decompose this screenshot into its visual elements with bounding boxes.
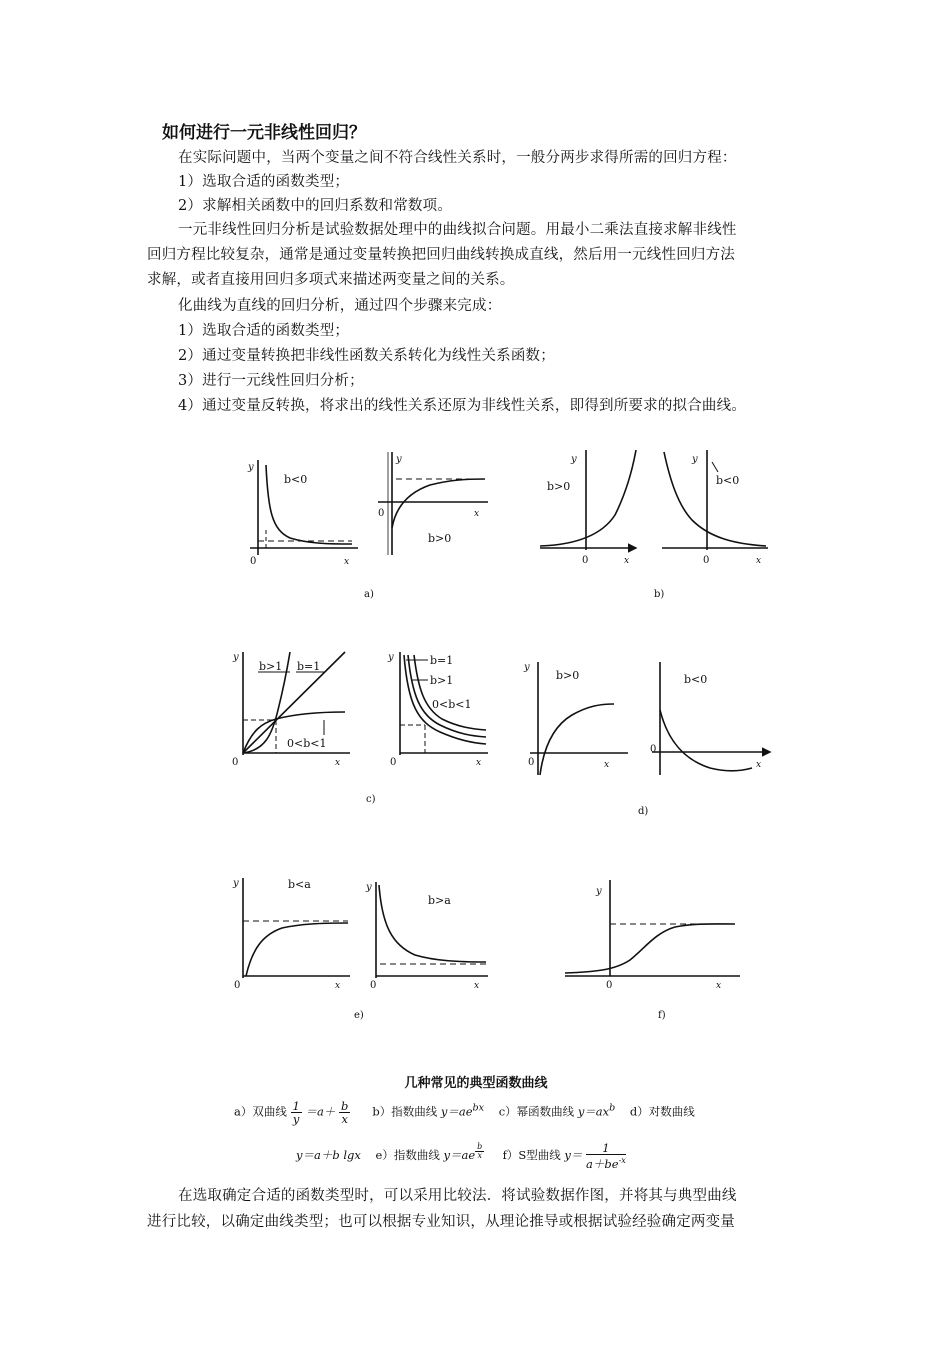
x-label: x xyxy=(344,557,350,567)
y-label: y xyxy=(233,652,239,663)
legend-c-exp: b xyxy=(609,1102,616,1114)
origin-label: 0 xyxy=(232,757,239,768)
y-label: y xyxy=(388,652,394,663)
condition-label: b>0 xyxy=(428,532,452,545)
panel-f-s-curve xyxy=(565,880,740,991)
intro-step-2: 2）求解相关函数中的回归系数和常数项。 xyxy=(178,198,453,214)
step-3: 3）进行一元线性回归分析； xyxy=(178,373,364,389)
condition-label-2: b=1 xyxy=(297,660,321,673)
legend-a-rhs: ＝a＋ xyxy=(305,1104,336,1119)
step-1: 1）选取合适的函数类型； xyxy=(178,323,350,339)
legend-c-formula: y＝ax xyxy=(577,1104,610,1119)
panel-label-b: b) xyxy=(654,589,665,600)
paragraph-method-line-2: 回归方程比较复杂，通常是通过变量转换把回归曲线转换成直线，然后用一元线性回归方法 xyxy=(147,247,735,263)
legend-b-exp: bx xyxy=(472,1102,485,1114)
origin-label: 0 xyxy=(250,556,257,567)
panel-e-exponential-gt xyxy=(365,882,488,991)
step-4: 4）通过变量反转换，将求出的线性关系还原为非线性关系，即得到所要求的拟合曲线。 xyxy=(178,398,747,414)
y-label: y xyxy=(692,454,698,465)
condition-label-3: 0<b<1 xyxy=(432,698,472,711)
page-title: 如何进行一元非线性回归？ xyxy=(162,123,366,143)
legend-b-label: b）指数曲线 xyxy=(372,1104,438,1119)
legend-a-fraction: $\frac{1}{y}$ xyxy=(292,1099,300,1126)
x-label: x xyxy=(756,760,762,770)
condition-label-2: b>1 xyxy=(430,674,454,687)
curve xyxy=(660,710,752,771)
legend-f-label: f）S型曲线 xyxy=(502,1147,561,1162)
x-label: x xyxy=(716,981,722,991)
x-label: x xyxy=(474,981,480,991)
y-label: y xyxy=(396,454,402,465)
origin-label: 0 xyxy=(582,555,589,566)
x-label: x xyxy=(474,509,480,519)
curve xyxy=(540,704,614,775)
legend-e-label: e）指数曲线 xyxy=(375,1147,440,1162)
legend-f-formula: y＝ xyxy=(564,1147,583,1162)
condition-label: b>a xyxy=(428,894,451,907)
label-pointer xyxy=(712,462,718,472)
curve xyxy=(266,465,352,544)
condition-label: b>0 xyxy=(556,669,580,682)
y-label: y xyxy=(571,454,577,465)
panel-label-e: e) xyxy=(354,1010,364,1021)
panel-a-hyperbola-pos xyxy=(378,452,488,555)
legend-e-exp: b x xyxy=(477,1142,483,1161)
step-2: 2）通过变量转换把非线性函数关系转化为线性关系函数； xyxy=(178,348,555,364)
origin-label: 0 xyxy=(378,508,385,519)
x-label: x xyxy=(604,760,610,770)
figure-caption: 几种常见的典型函数曲线 xyxy=(404,1076,548,1091)
condition-label: b<0 xyxy=(716,474,740,487)
legend-a-label: a）双曲线 xyxy=(234,1104,287,1119)
formula-legend-line-2 xyxy=(296,1142,626,1170)
legend-e-formula: y＝ae xyxy=(443,1147,476,1162)
y-label: y xyxy=(248,462,254,473)
panel-c-power-decreasing xyxy=(387,652,488,768)
function-curves-figure xyxy=(0,430,952,1030)
curve xyxy=(565,924,735,973)
y-label: y xyxy=(596,886,602,897)
paragraph-method-line-3: 求解，或者直接用回归多项式来描述两变量之间的关系。 xyxy=(147,272,515,288)
intro-step-1: 1）选取合适的函数类型； xyxy=(178,174,350,190)
legend-a-fraction-2: $\frac{b}{x}$ xyxy=(341,1099,349,1126)
condition-label: b>0 xyxy=(547,480,571,493)
formula-legend-line-1 xyxy=(234,1100,695,1125)
panel-c-power-increasing xyxy=(232,652,350,768)
condition-label: b<0 xyxy=(684,673,708,686)
y-label: y xyxy=(233,878,239,889)
condition-label-1: b=1 xyxy=(430,654,454,667)
x-label: x xyxy=(756,556,762,566)
x-label: x xyxy=(624,556,630,566)
x-label: x xyxy=(335,758,341,768)
y-label: y xyxy=(366,882,372,893)
panel-label-f: f) xyxy=(658,1010,666,1021)
paragraph-intro: 在实际问题中，当两个变量之间不符合线性关系时，一般分两步求得所需的回归方程： xyxy=(178,150,737,166)
panel-b-exponential-pos xyxy=(540,450,636,566)
y-label: y xyxy=(524,662,530,673)
condition-label: b<a xyxy=(288,878,311,891)
curve xyxy=(392,479,485,528)
origin-label: 0 xyxy=(390,757,397,768)
legend-d-label: d）对数曲线 xyxy=(629,1104,695,1119)
origin-label: 0 xyxy=(528,757,535,768)
paragraph-method-line-1: 一元非线性回归分析是试验数据处理中的曲线拟合问题。用最小二乘法直接求解非线性 xyxy=(178,222,737,238)
origin-label: 0 xyxy=(703,555,710,566)
condition-label-3: 0<b<1 xyxy=(287,737,327,750)
paragraph-comparison-line-2: 进行比较，以确定曲线类型；也可以根据专业知识，从理论推导或根据试验经验确定两变量 xyxy=(147,1214,735,1230)
panel-d-logarithmic-pos xyxy=(523,662,628,775)
legend-d-formula: y＝a＋b lgx xyxy=(296,1147,361,1162)
panel-label-d: d) xyxy=(638,806,649,817)
origin-label: 0 xyxy=(650,744,657,755)
origin-label: 0 xyxy=(606,980,613,991)
origin-label: 0 xyxy=(370,980,377,991)
panel-label-a: a) xyxy=(364,589,374,600)
curve xyxy=(540,450,636,546)
x-label: x xyxy=(335,981,341,991)
panel-b-exponential-neg xyxy=(662,450,768,566)
x-label: x xyxy=(476,758,482,768)
legend-b-formula: y＝ae xyxy=(440,1104,473,1119)
origin-label: 0 xyxy=(234,980,241,991)
legend-f-fraction: $\frac{1}{a+be^{-x}}$ xyxy=(586,1141,626,1171)
curve xyxy=(246,923,348,976)
legend-c-label: c）幂函数曲线 xyxy=(498,1104,575,1119)
panel-e-exponential-lt xyxy=(232,878,350,991)
panel-d-logarithmic-neg xyxy=(650,662,770,775)
panel-label-c: c) xyxy=(366,794,376,805)
condition-label: b<0 xyxy=(284,473,308,486)
panel-a-hyperbola-neg xyxy=(247,460,358,567)
paragraph-steps: 化曲线为直线的回归分析，通过四个步骤来完成： xyxy=(178,298,502,314)
paragraph-comparison-line-1: 在选取确定合适的函数类型时，可以采用比较法．将试验数据作图，并将其与典型曲线 xyxy=(178,1188,737,1204)
condition-label-1: b>1 xyxy=(259,660,283,673)
